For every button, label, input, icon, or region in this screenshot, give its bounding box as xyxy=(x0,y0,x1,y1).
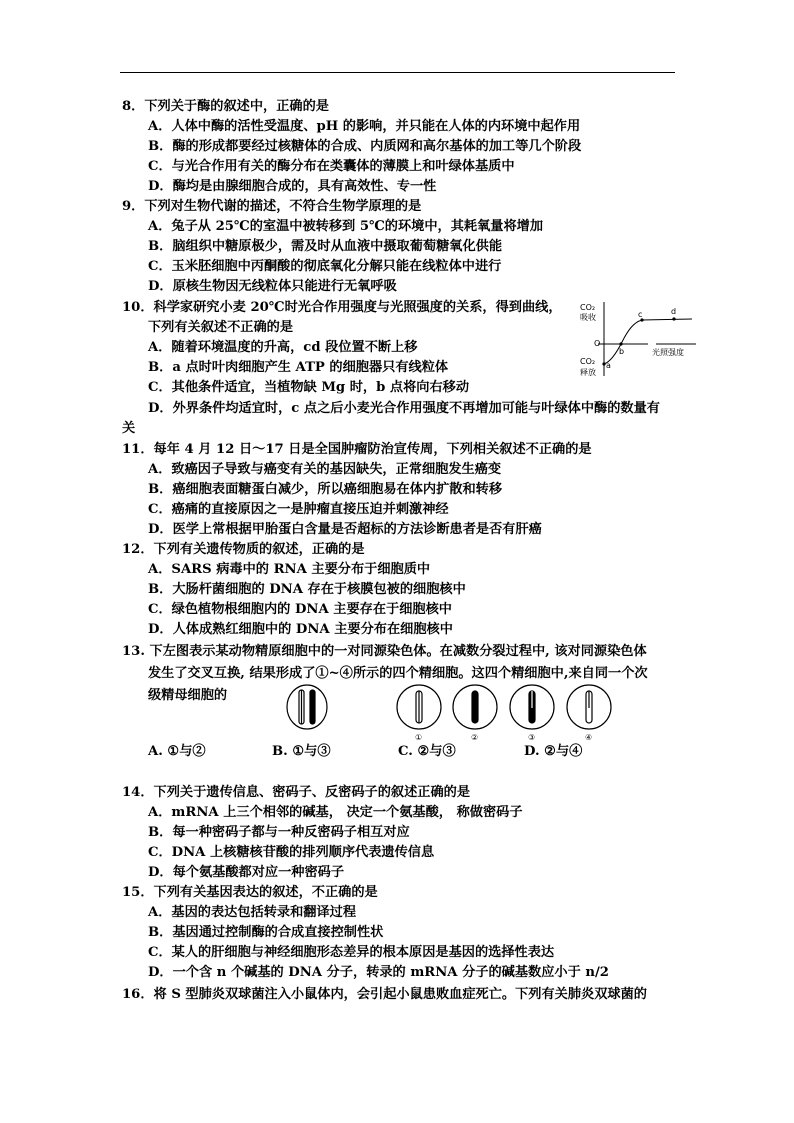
cell-label-1: ① xyxy=(415,733,423,742)
q12-option-a: A．SARS 病毒中的 RNA 主要分布于细胞质中 xyxy=(148,562,431,577)
sperm-cell-3 xyxy=(510,685,554,729)
q9-option-d: D．原核生物因无线粒体只能进行无氧呼吸 xyxy=(148,279,397,294)
q8-option-b: B．酶的形成都要经过核糖体的合成、内质网和高尔基体的加工等几个阶段 xyxy=(148,139,582,154)
q9-option-c: C．玉米胚细胞中丙酮酸的彻底氧化分解只能在线粒体中进行 xyxy=(148,259,502,274)
question-11-stem: 11．每年 4 月 12 日～17 日是全国肿瘤防治宣传周，下列相关叙述不正确的是 xyxy=(122,442,592,457)
graph-ylabel-bottom2: 释放 xyxy=(580,368,596,377)
question-13-stem: 13. 下左图表示某动物精原细胞中的一对同源染色体。在减数分裂过程中, 该对同源染色体 xyxy=(122,644,647,659)
graph-ylabel-top: CO₂ xyxy=(580,303,596,312)
cell-label-2: ② xyxy=(471,733,479,742)
question-15-stem: 15．下列有关基因表达的叙述，不正确的是 xyxy=(122,885,378,900)
q10-option-c: C．其他条件适宜，当植物缺 Mg 时，b 点将向右移动 xyxy=(148,380,470,395)
q8-option-c: C．与光合作用有关的酶分布在类囊体的薄膜上和叶绿体基质中 xyxy=(148,159,515,174)
homologous-pair-cell xyxy=(287,685,327,729)
graph-point-b-dot xyxy=(619,342,622,345)
q11-option-a: A．致癌因子导致与癌变有关的基因缺失，正常细胞发生癌变 xyxy=(148,462,502,477)
q13-option-b: B. ①与③ xyxy=(272,744,331,759)
graph-origin: O xyxy=(594,339,601,348)
question-13-stem-cont2: 级精母细胞的 xyxy=(148,688,228,703)
q15-option-d: D．一个含 n 个碱基的 DNA 分子，转录的 mRNA 分子的碱基数应小于 n/2 xyxy=(148,965,609,980)
q15-option-a: A．基因的表达包括转录和翻译过程 xyxy=(148,905,357,920)
graph-xlabel: 光照强度 xyxy=(652,348,684,357)
q14-option-d: D．每个氨基酸都对应一种密码子 xyxy=(148,865,345,880)
q15-option-b: B．基因通过控制酶的合成直接控制性状 xyxy=(148,925,384,940)
graph-label-a: a xyxy=(606,361,611,370)
graph-ylabel-top2: 吸收 xyxy=(580,313,596,322)
q11-option-d: D．医学上常根据甲胎蛋白含量是否超标的方法诊断患者是否有肝癌 xyxy=(148,522,542,537)
q9-option-b: B．脑组织中糖原极少，需及时从血液中摄取葡萄糖氧化供能 xyxy=(148,239,503,254)
sperm-cell-1 xyxy=(397,685,441,729)
q14-option-c: C．DNA 上核糖核苷酸的排列顺序代表遗传信息 xyxy=(148,845,435,860)
graph-label-d: d xyxy=(671,307,677,316)
q14-option-b: B．每一种密码子都与一种反密码子相互对应 xyxy=(148,825,410,840)
q12-option-b: B．大肠杆菌细胞的 DNA 存在于核膜包被的细胞核中 xyxy=(148,582,466,597)
question-9-stem: 9．下列对生物代谢的描述，不符合生物学原理的是 xyxy=(122,199,422,214)
q8-option-d: D．酶均是由腺细胞合成的，具有高效性、专一性 xyxy=(148,179,437,194)
q9-option-a: A．兔子从 25℃的室温中被转移到 5℃的环境中，其耗氧量将增加 xyxy=(148,219,544,234)
question-10-stem: 10．科学家研究小麦 20℃时光合作用强度与光照强度的关系，得到曲线， xyxy=(122,300,562,315)
question-14-stem: 14．下列关于遗传信息、密码子、反密码子的叙述正确的是 xyxy=(122,785,471,800)
sperm-cell-4 xyxy=(567,685,611,729)
q13-option-d: D. ②与④ xyxy=(524,744,583,759)
q12-option-c: C．绿色植物根细胞内的 DNA 主要存在于细胞核中 xyxy=(148,602,452,617)
question-10-stem-cont: 下列有关叙述不正确的是 xyxy=(148,320,294,335)
q15-option-c: C．某人的肝细胞与神经细胞形态差异的根本原因是基因的选择性表达 xyxy=(148,945,555,960)
question-13-stem-cont: 发生了交叉互换, 结果形成了①~④所示的四个精细胞。这四个精细胞中,来自同一个次 xyxy=(148,666,648,681)
q10-option-d-wrap: 关 xyxy=(122,421,136,436)
q14-option-a: A．mRNA 上三个相邻的碱基， 决定一个氨基酸， 称做密码子 xyxy=(148,805,523,820)
question-16-stem: 16．将 S 型肺炎双球菌注入小鼠体内，会引起小鼠患败血症死亡。下列有关肺炎双球菌的 xyxy=(122,987,647,1002)
question-8-stem: 8．下列关于酶的叙述中，正确的是 xyxy=(122,99,329,114)
question-12-stem: 12．下列有关遗传物质的叙述，正确的是 xyxy=(122,542,365,557)
graph-label-c: c xyxy=(638,310,643,319)
light-intensity-graph xyxy=(574,298,700,382)
q10-option-a: A．随着环境温度的升高，cd 段位置不断上移 xyxy=(148,340,418,355)
cell-label-4: ④ xyxy=(585,733,593,742)
sperm-cell-2 xyxy=(453,685,497,729)
graph-ylabel-bottom: CO₂ xyxy=(580,357,596,366)
q13-option-c: C. ②与③ xyxy=(398,744,456,759)
q10-option-b: B．a 点时叶肉细胞产生 ATP 的细胞器只有线粒体 xyxy=(148,360,449,375)
q12-option-d: D．人体成熟红细胞中的 DNA 主要分布在细胞核中 xyxy=(148,622,453,637)
graph-label-b: b xyxy=(619,347,625,356)
cell-label-3: ③ xyxy=(528,733,536,742)
q13-option-a: A. ①与② xyxy=(148,744,206,759)
q8-option-a: A．人体中酶的活性受温度、pH 的影响，并只能在人体的内环境中起作用 xyxy=(148,119,581,134)
q11-option-b: B．癌细胞表面糖蛋白减少，所以癌细胞易在体内扩散和转移 xyxy=(148,482,503,497)
q10-option-d: D．外界条件均适宜时，c 点之后小麦光合作用强度不再增加可能与叶绿体中酶的数量有 xyxy=(148,401,660,416)
chromosome-cells-figure xyxy=(282,682,622,742)
q11-option-c: C．癌痛的直接原因之一是肿瘤直接压迫并刺激神经 xyxy=(148,502,449,517)
graph-point-d-dot xyxy=(672,317,675,320)
